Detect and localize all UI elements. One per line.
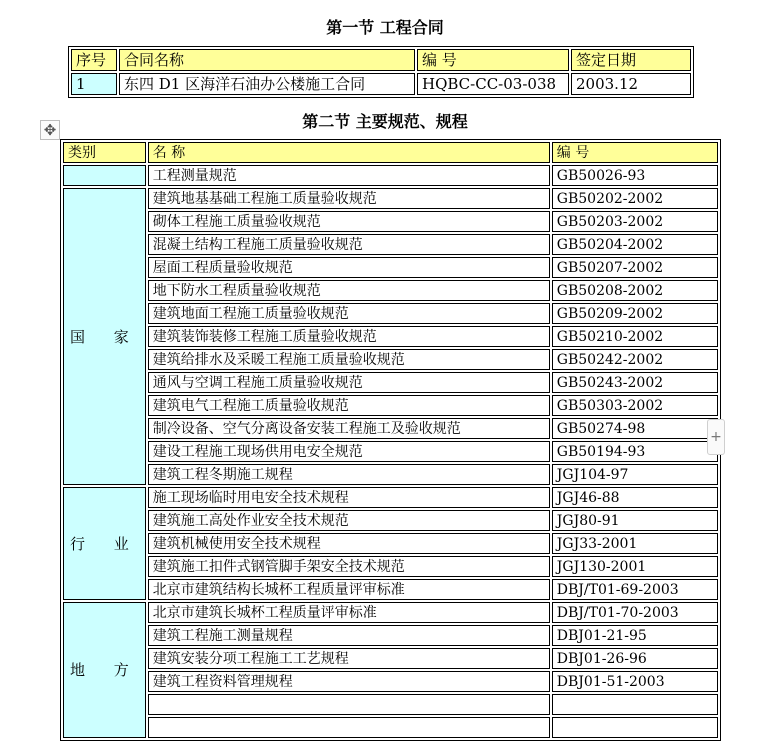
standard-name: 建筑工程资料管理规程 xyxy=(148,671,550,692)
standard-code: GB50303-2002 xyxy=(552,395,718,416)
standard-name: 地下防水工程质量验收规范 xyxy=(148,280,550,301)
section2-title: 第二节 主要规范、规程 xyxy=(302,112,468,131)
standard-code: JGJ80-91 xyxy=(552,510,718,531)
standard-name: 建筑装饰装修工程施工质量验收规范 xyxy=(148,326,550,347)
table-row xyxy=(63,165,718,186)
standard-name: 建筑施工高处作业安全技术规范 xyxy=(148,510,550,531)
standard-code: JGJ130-2001 xyxy=(552,556,718,577)
standard-code: DBJ01-21-95 xyxy=(552,625,718,646)
contract-serial: 1 xyxy=(71,73,117,95)
standard-name: 工程测量规范 xyxy=(148,165,550,186)
category-cell-blank xyxy=(63,165,146,186)
standard-name: 建筑给排水及采暖工程施工质量验收规范 xyxy=(148,349,550,370)
section1-title: 第一节 工程合同 xyxy=(326,18,444,37)
standard-code: GB50210-2002 xyxy=(552,326,718,347)
standard-code: JGJ104-97 xyxy=(552,464,718,485)
contract-number: HQBC-CC-03-038 xyxy=(417,73,569,95)
standard-name: 制冷设备、空气分离设备安装工程施工及验收规范 xyxy=(148,418,550,439)
standard-name: 建筑施工扣件式钢管脚手架安全技术规范 xyxy=(148,556,550,577)
standard-code: GB50209-2002 xyxy=(552,303,718,324)
table-row xyxy=(63,556,718,577)
standard-name: 建筑工程冬期施工规程 xyxy=(148,464,550,485)
category-national: 国 家 xyxy=(63,188,146,485)
contract-date: 2003.12 xyxy=(571,73,691,95)
standard-code: GB50202-2002 xyxy=(552,188,718,209)
category-industry: 行 业 xyxy=(63,487,146,600)
table-row xyxy=(63,441,718,462)
table-row xyxy=(63,648,718,669)
table-row xyxy=(63,188,718,209)
contract-header-row xyxy=(71,49,691,71)
table-row xyxy=(63,211,718,232)
table-row xyxy=(63,326,718,347)
standard-code: GB50203-2002 xyxy=(552,211,718,232)
standard-code: GB50274-98 xyxy=(552,418,718,439)
table-row xyxy=(63,349,718,370)
standard-name xyxy=(148,717,550,738)
table-row xyxy=(63,694,718,715)
table-row xyxy=(63,464,718,485)
standard-name xyxy=(148,694,550,715)
standard-name: 通风与空调工程施工质量验收规范 xyxy=(148,372,550,393)
standard-code: DBJ01-51-2003 xyxy=(552,671,718,692)
table-row xyxy=(63,418,718,439)
table-row xyxy=(63,671,718,692)
standard-name: 屋面工程质量验收规范 xyxy=(148,257,550,278)
standards-header-row xyxy=(63,142,718,163)
table-row xyxy=(63,717,718,738)
header-contract-name: 合同名称 xyxy=(119,49,415,71)
contract-name: 东四 D1 区海洋石油办公楼施工合同 xyxy=(119,73,415,95)
standard-name: 施工现场临时用电安全技术规程 xyxy=(148,487,550,508)
standard-name: 北京市建筑长城杯工程质量评审标准 xyxy=(148,602,550,623)
standard-code: GB50242-2002 xyxy=(552,349,718,370)
contract-row xyxy=(71,73,691,95)
header-category: 类别 xyxy=(63,142,146,163)
table-row xyxy=(63,579,718,600)
header-number: 编 号 xyxy=(417,49,569,71)
standard-code xyxy=(552,717,718,738)
table-row xyxy=(63,533,718,554)
header-serial: 序号 xyxy=(71,49,117,71)
table-row xyxy=(63,510,718,531)
table-row xyxy=(63,257,718,278)
table-row xyxy=(63,280,718,301)
standard-name: 建筑机械使用安全技术规程 xyxy=(148,533,550,554)
table-row xyxy=(63,395,718,416)
table-row xyxy=(63,625,718,646)
table-row xyxy=(63,303,718,324)
add-row-icon[interactable]: + xyxy=(707,419,725,455)
contract-table xyxy=(68,46,694,98)
standard-code: DBJ01-26-96 xyxy=(552,648,718,669)
standard-name: 建筑地基基础工程施工质量验收规范 xyxy=(148,188,550,209)
standard-code: GB50243-2002 xyxy=(552,372,718,393)
standard-name: 建筑电气工程施工质量验收规范 xyxy=(148,395,550,416)
standard-name: 建设工程施工现场供用电安全规范 xyxy=(148,441,550,462)
standard-code: JGJ46-88 xyxy=(552,487,718,508)
standard-code: DBJ/T01-69-2003 xyxy=(552,579,718,600)
standard-code xyxy=(552,694,718,715)
standard-name: 砌体工程施工质量验收规范 xyxy=(148,211,550,232)
table-row xyxy=(63,372,718,393)
standard-name: 北京市建筑结构长城杯工程质量评审标准 xyxy=(148,579,550,600)
header-code: 编 号 xyxy=(552,142,718,163)
standards-table xyxy=(60,139,721,741)
standard-code: GB50194-93 xyxy=(552,441,718,462)
table-row xyxy=(63,602,718,623)
header-name: 名 称 xyxy=(148,142,550,163)
standard-code: GB50208-2002 xyxy=(552,280,718,301)
standard-code: GB50207-2002 xyxy=(552,257,718,278)
standard-code: GB50204-2002 xyxy=(552,234,718,255)
standard-code: GB50026-93 xyxy=(552,165,718,186)
table-row xyxy=(63,487,718,508)
standard-code: JGJ33-2001 xyxy=(552,533,718,554)
category-local: 地 方 xyxy=(63,602,146,738)
standard-name: 混凝土结构工程施工质量验收规范 xyxy=(148,234,550,255)
standard-name: 建筑安装分项工程施工工艺规程 xyxy=(148,648,550,669)
move-handle-icon[interactable]: ✥ xyxy=(40,120,60,140)
table-row xyxy=(63,234,718,255)
standard-name: 建筑地面工程施工质量验收规范 xyxy=(148,303,550,324)
header-sign-date: 签定日期 xyxy=(571,49,691,71)
standard-name: 建筑工程施工测量规程 xyxy=(148,625,550,646)
standard-code: DBJ/T01-70-2003 xyxy=(552,602,718,623)
